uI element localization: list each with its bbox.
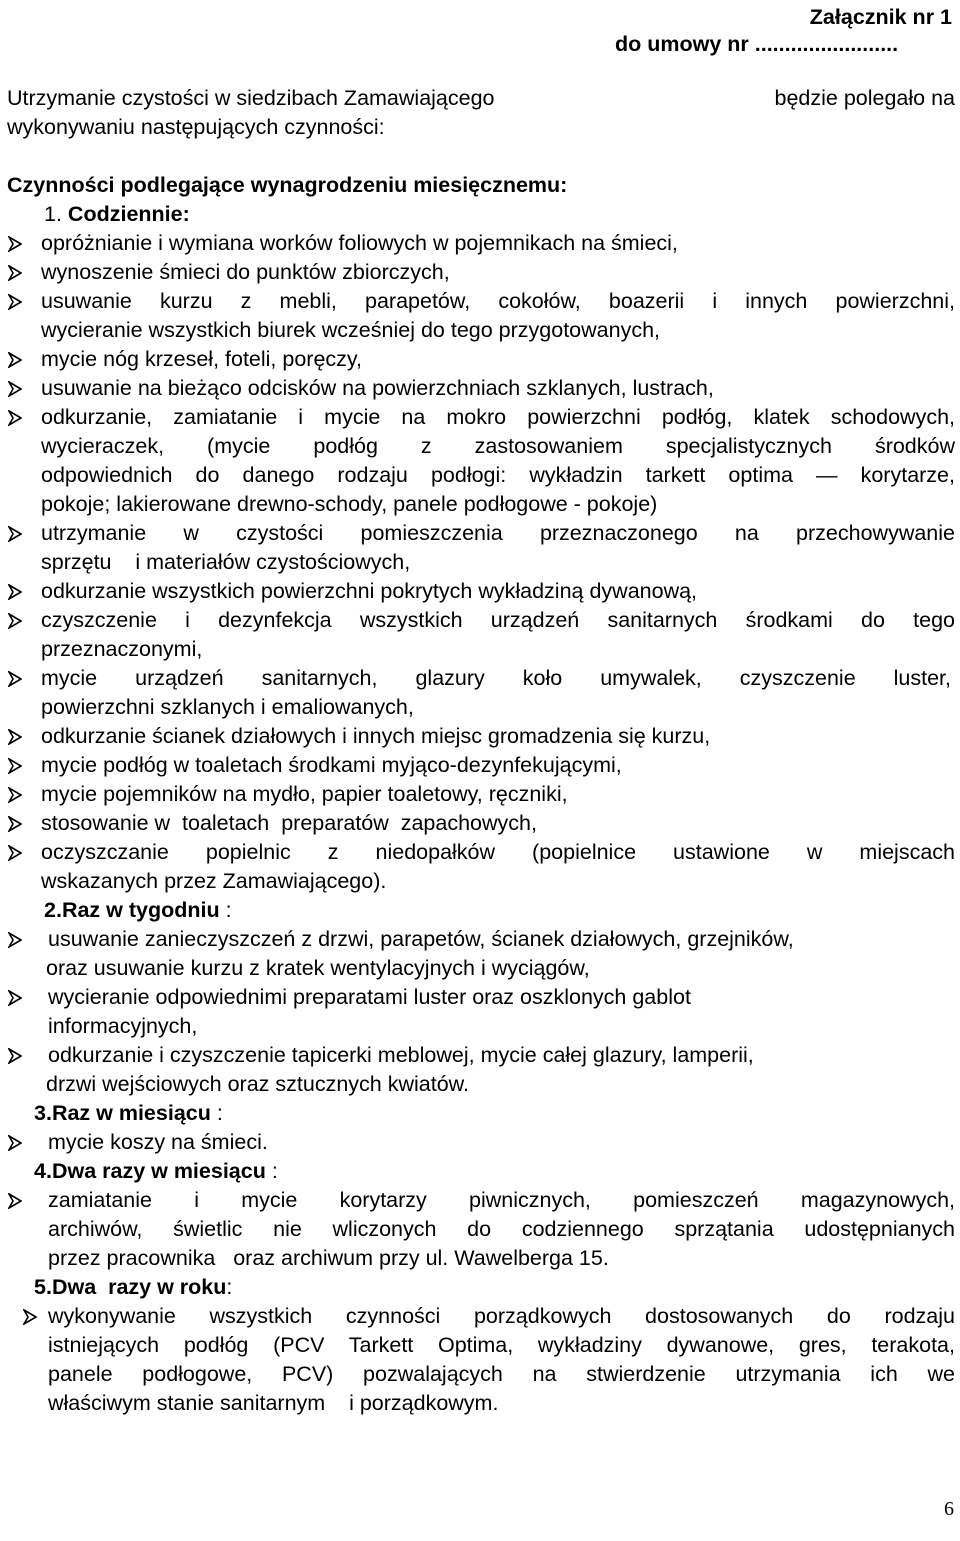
arrowhead-bullet-icon bbox=[8, 613, 22, 629]
list-item-continuation: drzwi wejściowych oraz sztucznych kwiatów. bbox=[46, 1072, 469, 1096]
twice-monthly-title: Dwa razy w miesiącu bbox=[51, 1159, 266, 1183]
list-item-continuation: oraz usuwanie kurzu z kratek wentylacyjnych i wyciągów, bbox=[46, 956, 590, 980]
monthly-suffix: : bbox=[210, 1101, 223, 1125]
twice-yearly-suffix: : bbox=[226, 1275, 233, 1299]
arrowhead-bullet-icon bbox=[8, 294, 22, 310]
arrowhead-bullet-icon bbox=[23, 1309, 37, 1325]
list-item: mycie nóg krzeseł, foteli, poręczy, bbox=[41, 347, 363, 371]
list-item: odkurzanie, zamiatanie i mycie na mokro powierzchni podłóg, klatek schodowych, bbox=[41, 405, 955, 429]
arrowhead-bullet-icon bbox=[8, 729, 22, 745]
list-item: mycie urządzeń sanitarnych, glazury koło umywalek, czyszczenie luster, bbox=[41, 666, 951, 690]
list-item: oczyszczanie popielnic z niedopałków (popielnice ustawione w miejscach bbox=[41, 840, 955, 864]
arrowhead-bullet-icon bbox=[8, 671, 22, 687]
twice-monthly-suffix: : bbox=[265, 1159, 278, 1183]
list-item-continuation: wskazanych przez Zamawiającego). bbox=[41, 869, 387, 893]
arrowhead-bullet-icon bbox=[8, 1193, 22, 1209]
list-item: zamiatanie i mycie korytarzy piwnicznych, pomieszczeń magazynowych, bbox=[48, 1188, 955, 1212]
list-item: stosowanie w toaletach preparatów zapachowych, bbox=[41, 811, 537, 835]
arrowhead-bullet-icon bbox=[8, 787, 22, 803]
list-item: mycie koszy na śmieci. bbox=[48, 1130, 268, 1154]
contract-reference: do umowy nr ........................ bbox=[615, 32, 899, 56]
arrowhead-bullet-icon bbox=[8, 526, 22, 542]
arrowhead-bullet-icon bbox=[8, 410, 22, 426]
twice-yearly-title: Dwa razy w roku bbox=[51, 1275, 227, 1299]
arrowhead-bullet-icon bbox=[8, 932, 22, 948]
twice-yearly-heading bbox=[34, 1274, 232, 1300]
weekly-title: Raz w tygodniu bbox=[61, 898, 220, 922]
daily-number: 1. bbox=[44, 202, 62, 226]
arrowhead-bullet-icon bbox=[8, 1048, 22, 1064]
list-item: wycieranie odpowiednimi preparatami luster oraz oszklonych gablot bbox=[48, 985, 691, 1009]
list-item-continuation: przeznaczonymi, bbox=[41, 637, 203, 661]
list-item: opróżnianie i wymiana worków foliowych w pojemnikach na śmieci, bbox=[41, 231, 678, 255]
list-item: wykonywanie wszystkich czynności porządkowych dostosowanych do rodzaju bbox=[48, 1304, 955, 1328]
arrowhead-bullet-icon bbox=[8, 265, 22, 281]
list-item: mycie podłóg w toaletach środkami myjąco-dezynfekującymi, bbox=[41, 753, 622, 777]
list-item-continuation: właściwym stanie sanitarnym i porządkowym. bbox=[48, 1391, 499, 1415]
arrowhead-bullet-icon bbox=[8, 845, 22, 861]
monthly-title: Raz w miesiącu bbox=[51, 1101, 211, 1125]
daily-heading bbox=[44, 201, 190, 227]
arrowhead-bullet-icon bbox=[8, 1135, 22, 1151]
arrowhead-bullet-icon bbox=[8, 236, 22, 252]
twice-monthly-number: 4. bbox=[34, 1159, 52, 1183]
arrowhead-bullet-icon bbox=[8, 816, 22, 832]
list-item: wynoszenie śmieci do punktów zbiorczych, bbox=[41, 260, 450, 284]
section-heading: Czynności podlegające wynagrodzeniu miesięcznemu: bbox=[7, 173, 568, 197]
page-number: 6 bbox=[944, 1498, 954, 1520]
list-item: czyszczenie i dezynfekcja wszystkich urządzeń sanitarnych środkami do tego bbox=[41, 608, 955, 632]
monthly-number: 3. bbox=[34, 1101, 52, 1125]
arrowhead-bullet-icon bbox=[8, 758, 22, 774]
monthly-heading bbox=[34, 1100, 223, 1126]
list-item: usuwanie zanieczyszczeń z drzwi, parapetów, ścianek działowych, grzejników, bbox=[48, 927, 794, 951]
list-item-continuation: przez pracownika oraz archiwum przy ul. Wawelberga 15. bbox=[48, 1246, 609, 1270]
list-item-continuation: odpowiednich do danego rodzaju podłogi: wykładzin tarkett optima — korytarze, bbox=[41, 463, 955, 487]
weekly-suffix: : bbox=[219, 898, 232, 922]
twice-yearly-number: 5. bbox=[34, 1275, 52, 1299]
list-item: usuwanie na bieżąco odcisków na powierzchniach szklanych, lustrach, bbox=[41, 376, 714, 400]
list-item: odkurzanie ścianek działowych i innych miejsc gromadzenia się kurzu, bbox=[41, 724, 711, 748]
list-item-continuation: pokoje; lakierowane drewno-schody, panele podłogowe - pokoje) bbox=[41, 492, 658, 516]
intro-line-1b: będzie polegało na bbox=[774, 86, 955, 110]
arrowhead-bullet-icon bbox=[8, 352, 22, 368]
list-item: mycie pojemników na mydło, papier toaletowy, ręczniki, bbox=[41, 782, 568, 806]
list-item-continuation: wycieranie wszystkich biurek wcześniej do tego przygotowanych, bbox=[41, 318, 660, 342]
twice-monthly-heading bbox=[34, 1158, 278, 1184]
arrowhead-bullet-icon bbox=[8, 584, 22, 600]
arrowhead-bullet-icon bbox=[8, 381, 22, 397]
list-item-continuation: istniejących podłóg (PCV Tarkett Optima, wykładziny dywanowe, gres, terakota, bbox=[48, 1333, 955, 1357]
list-item: usuwanie kurzu z mebli, parapetów, cokołów, boazerii i innych powierzchni, bbox=[41, 289, 955, 313]
list-item-continuation: powierzchni szklanych i emaliowanych, bbox=[41, 695, 414, 719]
list-item: odkurzanie wszystkich powierzchni pokrytych wykładziną dywanową, bbox=[41, 579, 698, 603]
list-item: utrzymanie w czystości pomieszczenia przeznaczonego na przechowywanie bbox=[41, 521, 955, 545]
list-item-continuation: informacyjnych, bbox=[48, 1014, 198, 1038]
list-item-continuation: archiwów, świetlic nie wliczonych do codziennego sprzątania udostępnianych bbox=[48, 1217, 955, 1241]
attachment-title: Załącznik nr 1 bbox=[809, 5, 952, 29]
list-item-continuation: wycieraczek, (mycie podłóg z zastosowaniem specjalistycznych środków bbox=[41, 434, 955, 458]
arrowhead-bullet-icon bbox=[8, 990, 22, 1006]
list-item: odkurzanie i czyszczenie tapicerki meblowej, mycie całej glazury, lamperii, bbox=[48, 1043, 754, 1067]
weekly-number: 2. bbox=[44, 898, 62, 922]
list-item-continuation: panele podłogowe, PCV) pozwalających na stwierdzenie utrzymania ich we bbox=[48, 1362, 955, 1386]
weekly-heading bbox=[44, 897, 232, 923]
intro-line-2: wykonywaniu następujących czynności: bbox=[7, 115, 385, 139]
list-item-continuation: sprzętu i materiałów czystościowych, bbox=[41, 550, 411, 574]
daily-title: Codziennie: bbox=[67, 202, 190, 226]
intro-line-1a: Utrzymanie czystości w siedzibach Zamawiającego bbox=[7, 86, 495, 110]
